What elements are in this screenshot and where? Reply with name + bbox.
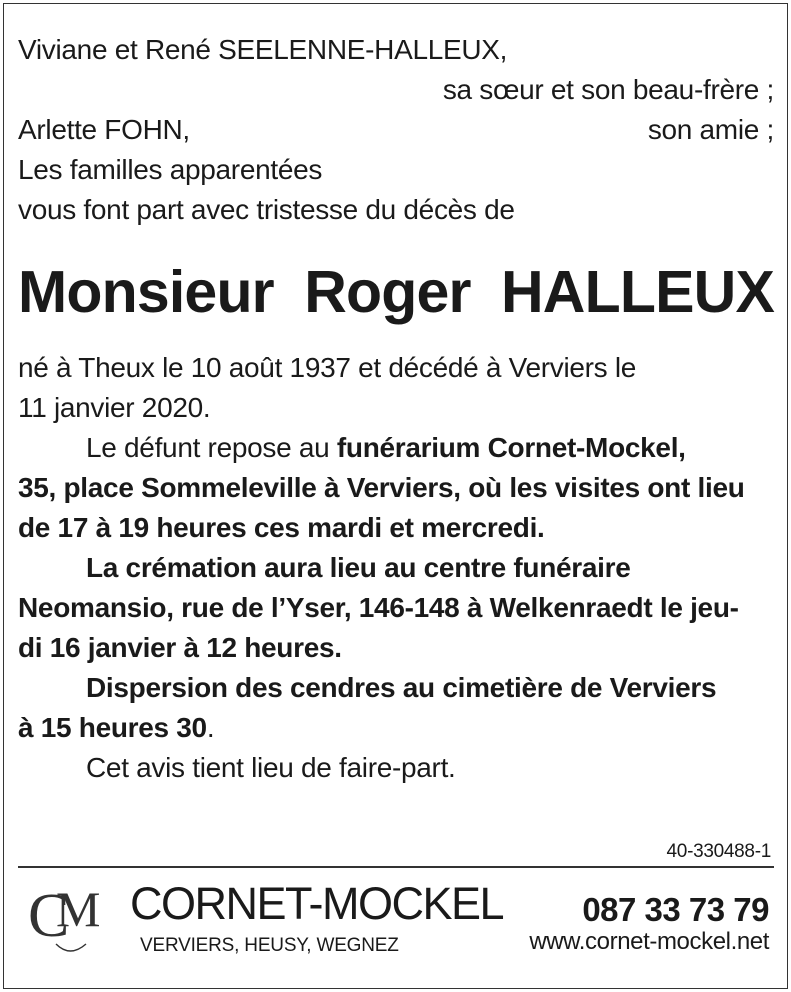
- visit-hours: de 17 à 19 heures ces mardi et mercredi.: [18, 512, 545, 543]
- birth-death-paragraph: [18, 348, 774, 428]
- visit-line-2: [18, 468, 774, 508]
- deceased-name: [18, 256, 774, 328]
- family-line-1: Viviane et René SEELENNE-HALLEUX,: [18, 34, 508, 65]
- deceased-name-last: HALLEUX: [500, 259, 774, 325]
- dispersion-paragraph: [18, 668, 774, 748]
- website-link[interactable]: www.cornet-mockel.net: [529, 928, 769, 955]
- cremation-line-2: [18, 588, 774, 628]
- visit-line-1: [18, 428, 774, 468]
- visit-funeral-home: funérarium Cornet-Mockel,: [336, 432, 686, 463]
- family-line-2: [18, 110, 774, 150]
- dispersion-period: .: [206, 712, 215, 743]
- reference-number: 40-330488-1: [666, 841, 771, 862]
- branch-towns: VERVIERS, HEUSY, WEGNEZ: [140, 935, 399, 956]
- visit-lead: Le défunt repose au: [86, 432, 337, 463]
- family-line-1-role: sa sœur et son beau-frère ;: [442, 74, 774, 105]
- dispersion-text-2: à 15 heures 30: [18, 712, 207, 743]
- cremation-line-3: [18, 628, 774, 668]
- visit-line-3: [18, 508, 774, 548]
- deceased-name-first: Roger: [304, 259, 471, 325]
- brand-name: CORNET-MOCKEL: [130, 878, 504, 929]
- deceased-name-title: Monsieur: [18, 259, 274, 325]
- family-line-4: vous font part avec tristesse du décès de: [18, 194, 515, 225]
- visit-paragraph: [18, 428, 774, 548]
- cremation-paragraph: [18, 548, 774, 668]
- cremation-line-1: [18, 548, 774, 588]
- family-line-3: Les familles apparentées: [18, 154, 323, 185]
- family-line-2-role: son amie ;: [647, 114, 774, 145]
- cremation-text-3: di 16 janvier à 12 heures.: [18, 632, 342, 663]
- family-line-2-name: Arlette FOHN,: [18, 114, 190, 145]
- birth-line-1: [18, 348, 774, 388]
- footer-divider: [18, 866, 774, 868]
- birth-line-1-text: né à Theux le 10 août 1937 et décédé à Verviers le: [18, 352, 637, 383]
- closing-line: Cet avis tient lieu de faire-part.: [86, 752, 456, 783]
- dispersion-line-1: [18, 668, 774, 708]
- dispersion-text-1: Dispersion des cendres au cimetière de Verviers: [86, 672, 717, 703]
- cremation-text-2: Neomansio, rue de l’Yser, 146-148 à Welkenraedt le jeu-: [18, 592, 739, 623]
- cremation-text-1: La crémation aura lieu au centre funéraire: [86, 552, 631, 583]
- logo-letter-m: M: [56, 881, 101, 937]
- logo-letter-c: C: [28, 882, 70, 950]
- cornet-mockel-logo-icon: [26, 874, 116, 958]
- birth-line-2: 11 janvier 2020.: [18, 392, 211, 423]
- obituary-body: [18, 30, 774, 788]
- phone-number: 087 33 73 79: [582, 891, 769, 928]
- dispersion-line-2: [18, 708, 774, 748]
- visit-address: 35, place Sommeleville à Verviers, où les visites ont lieu: [18, 472, 745, 503]
